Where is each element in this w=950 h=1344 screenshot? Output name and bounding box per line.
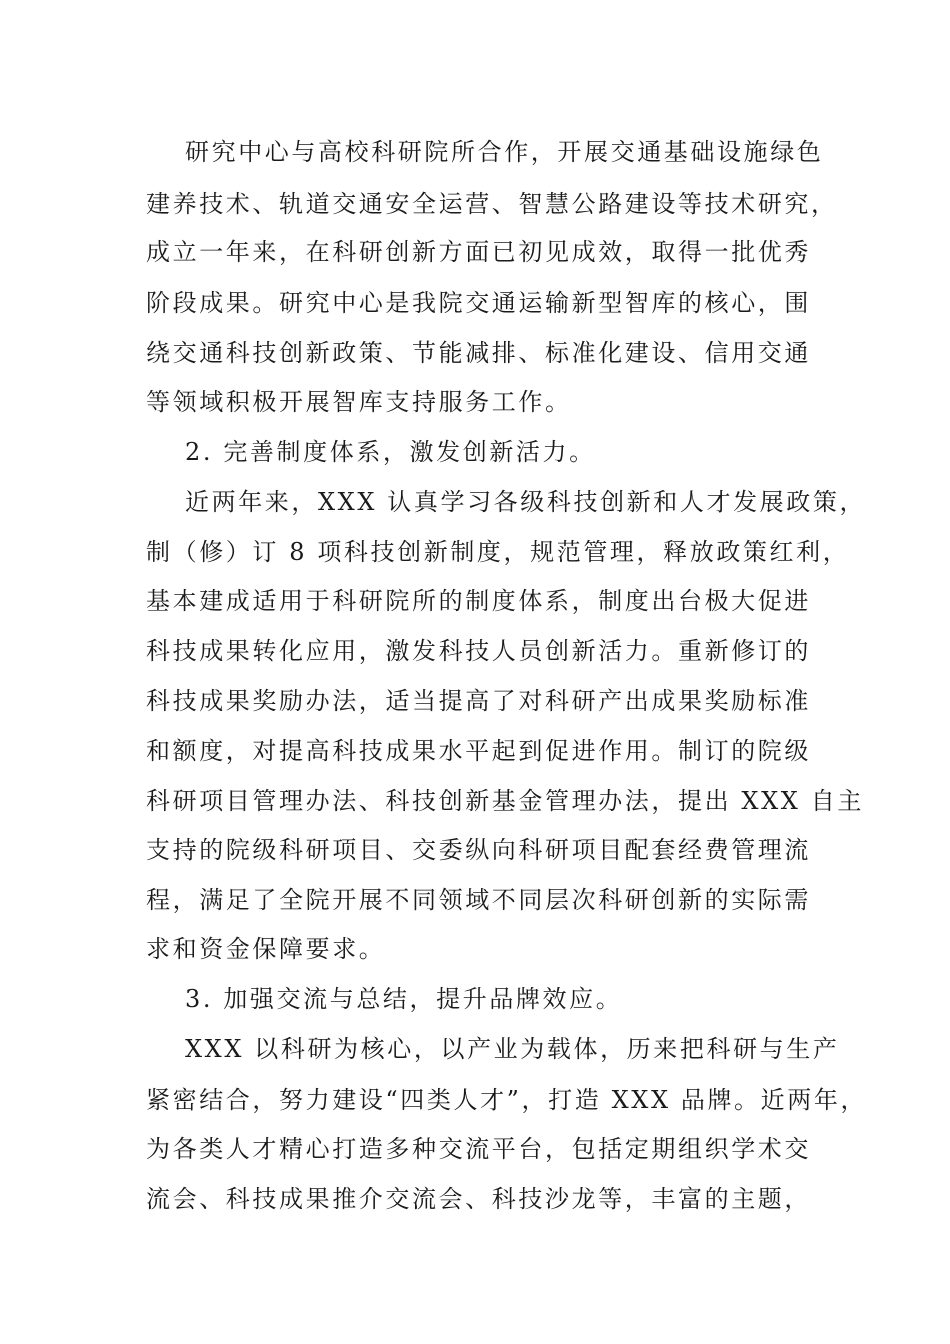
paragraph-line: 程，满足了全院开展不同领域不同层次科研创新的实际需 bbox=[146, 886, 811, 914]
paragraph-line: 制（修）订 8 项科技创新制度，规范管理，释放政策红利， bbox=[146, 538, 850, 566]
paragraph-line: 研究中心与高校科研院所合作，开展交通基础设施绿色 bbox=[185, 138, 824, 166]
paragraph-line: 成立一年来，在科研创新方面已初见成效，取得一批优秀 bbox=[146, 238, 811, 266]
paragraph-line: 基本建成适用于科研院所的制度体系，制度出台极大促进 bbox=[146, 587, 811, 615]
paragraph-line: XXX 以科研为核心，以产业为载体，历来把科研与生产 bbox=[185, 1035, 840, 1063]
section-heading: 2. 完善制度体系，激发创新活力。 bbox=[185, 438, 596, 466]
paragraph-line: 求和资金保障要求。 bbox=[146, 935, 386, 963]
paragraph-line: 紧密结合，努力建设“四类人才”，打造 XXX 品牌。近两年， bbox=[146, 1086, 868, 1114]
paragraph-line: 和额度，对提高科技成果水平起到促进作用。制订的院级 bbox=[146, 737, 811, 765]
paragraph-line: 科技成果奖励办法，适当提高了对科研产出成果奖励标准 bbox=[146, 687, 811, 715]
paragraph-line: 科技成果转化应用，激发科技人员创新活力。重新修订的 bbox=[146, 637, 811, 665]
paragraph-line: 等领域积极开展智库支持服务工作。 bbox=[146, 388, 572, 416]
paragraph-line: 绕交通科技创新政策、节能减排、标准化建设、信用交通 bbox=[146, 339, 811, 367]
paragraph-line: 阶段成果。研究中心是我院交通运输新型智库的核心，围 bbox=[146, 289, 811, 317]
paragraph-line: 建养技术、轨道交通安全运营、智慧公路建设等技术研究， bbox=[146, 190, 838, 218]
paragraph-line: 科研项目管理办法、科技创新基金管理办法，提出 XXX 自主 bbox=[146, 787, 864, 815]
paragraph-line: 近两年来，XXX 认真学习各级科技创新和人才发展政策， bbox=[185, 488, 867, 516]
paragraph-line: 流会、科技成果推介交流会、科技沙龙等，丰富的主题， bbox=[146, 1185, 811, 1213]
paragraph-line: 为各类人才精心打造多种交流平台，包括定期组织学术交 bbox=[146, 1135, 811, 1163]
section-heading: 3. 加强交流与总结，提升品牌效应。 bbox=[185, 985, 623, 1013]
paragraph-line: 支持的院级科研项目、交委纵向科研项目配套经费管理流 bbox=[146, 836, 811, 864]
